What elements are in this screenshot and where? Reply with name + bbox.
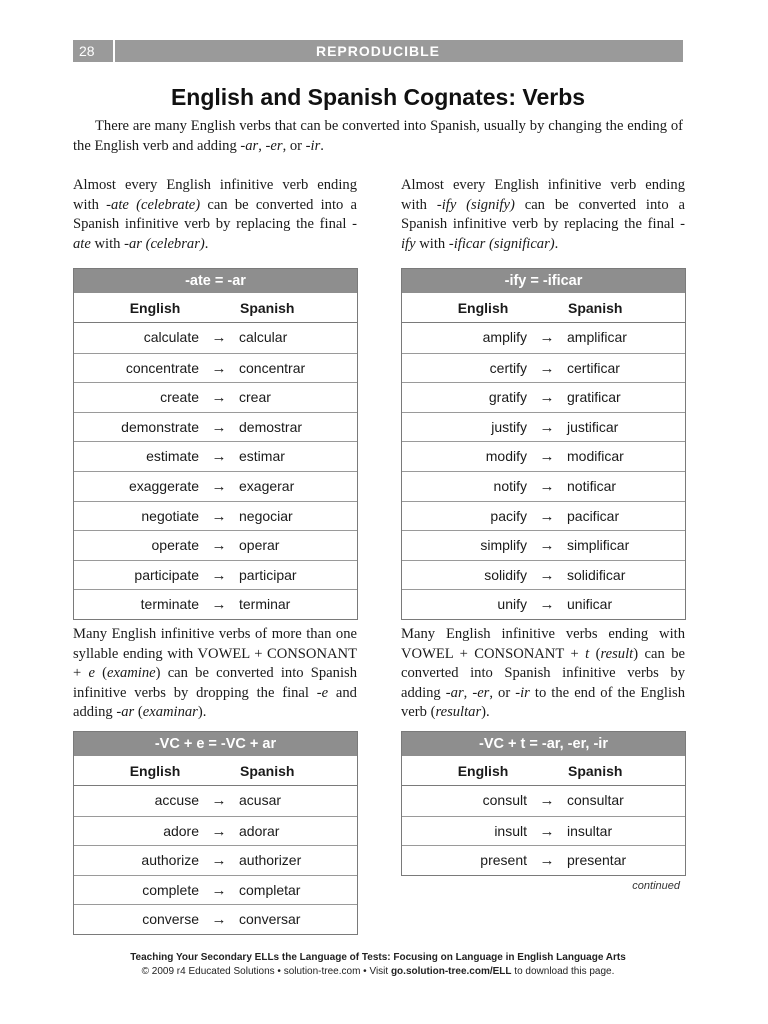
- spanish-verb: completar: [239, 881, 301, 898]
- table-body: [74, 323, 357, 619]
- column-english: English: [129, 763, 181, 779]
- table-row: [402, 441, 685, 471]
- table-row: [74, 501, 357, 531]
- table-row: [402, 589, 685, 619]
- spanish-verb: demostrar: [239, 418, 303, 435]
- ify-rule-paragraph: Almost every English infinitive verb ending with -ify (signify) can be converted into a Spanish infinitive verb by replacing the final -ify with -ificar (significar).: [401, 177, 686, 252]
- column-spanish: Spanish: [568, 300, 623, 316]
- table-body: [402, 323, 685, 619]
- spanish-verb: amplificar: [567, 329, 627, 345]
- arrow-icon: →: [539, 822, 555, 840]
- table-row: [402, 501, 685, 531]
- english-verb: adore: [163, 822, 199, 839]
- spanish-verb: authorizer: [239, 852, 302, 869]
- arrow-icon: →: [539, 537, 555, 555]
- table-row: [74, 845, 357, 875]
- arrow-icon: →: [211, 448, 227, 466]
- english-verb: calculate: [143, 329, 199, 345]
- table-row: [74, 816, 357, 846]
- arrow-icon: →: [211, 507, 227, 525]
- spanish-verb: insultar: [567, 822, 613, 839]
- table-row: [74, 353, 357, 383]
- table-row: [74, 875, 357, 905]
- spanish-verb: negociar: [239, 507, 293, 524]
- english-verb: insult: [494, 822, 527, 839]
- english-verb: accuse: [154, 792, 199, 808]
- vct-table: [401, 731, 686, 876]
- vce-table: [73, 731, 358, 935]
- english-verb: gratify: [488, 389, 527, 406]
- arrow-icon: →: [539, 852, 555, 870]
- arrow-icon: →: [539, 389, 555, 407]
- table-header: [74, 293, 357, 323]
- table-row: [402, 353, 685, 383]
- spanish-verb: certificar: [567, 359, 620, 376]
- table-row: [402, 412, 685, 442]
- spanish-verb: unificar: [567, 596, 613, 613]
- spanish-verb: concentrar: [239, 359, 306, 376]
- table-row: [74, 382, 357, 412]
- spanish-verb: acusar: [239, 792, 282, 808]
- spanish-verb: participar: [239, 566, 297, 583]
- arrow-icon: →: [211, 911, 227, 929]
- english-verb: terminate: [140, 596, 199, 613]
- english-verb: demonstrate: [121, 418, 199, 435]
- table-title: -ify = -ificar: [402, 269, 685, 293]
- table-row: [74, 904, 357, 934]
- spanish-verb: justificar: [567, 418, 619, 435]
- english-verb: negotiate: [141, 507, 199, 524]
- table-header: [74, 756, 357, 786]
- english-verb: simplify: [480, 537, 527, 554]
- table-row: [74, 786, 357, 816]
- page-title: English and Spanish Cognates: Verbs: [170, 84, 586, 110]
- english-verb: present: [480, 852, 527, 869]
- english-verb: justify: [491, 418, 527, 435]
- arrow-icon: →: [211, 418, 227, 436]
- table-row: [402, 560, 685, 590]
- column-spanish: Spanish: [240, 763, 295, 779]
- table-row: [74, 560, 357, 590]
- arrow-icon: →: [211, 596, 227, 614]
- arrow-icon: →: [211, 881, 227, 899]
- english-verb: amplify: [482, 329, 527, 345]
- arrow-icon: →: [211, 792, 227, 809]
- table-row: [74, 412, 357, 442]
- table-body: [74, 786, 357, 934]
- column-spanish: Spanish: [240, 300, 295, 316]
- arrow-icon: →: [539, 418, 555, 436]
- english-verb: pacify: [490, 507, 527, 524]
- arrow-icon: →: [211, 389, 227, 407]
- spanish-verb: modificar: [567, 448, 624, 465]
- arrow-icon: →: [539, 448, 555, 466]
- footer-copyright: © 2009 r4 Educated Solutions • solution-tree.com • Visit go.solution-tree.com/ELL to download this page.: [141, 966, 615, 977]
- english-verb: modify: [485, 448, 527, 465]
- english-verb: concentrate: [125, 359, 199, 376]
- footer-link[interactable]: go.solution-tree.com/ELL: [390, 966, 512, 977]
- table-title: -VC + e = -VC + ar: [74, 732, 357, 756]
- page-number: 28: [73, 40, 115, 62]
- english-verb: complete: [142, 881, 199, 898]
- arrow-icon: →: [211, 477, 227, 495]
- table-row: [402, 816, 685, 846]
- header-bar: [73, 40, 683, 62]
- english-verb: unify: [497, 596, 527, 613]
- english-verb: participate: [134, 566, 199, 583]
- table-row: [402, 382, 685, 412]
- table-row: [74, 530, 357, 560]
- arrow-icon: →: [539, 596, 555, 614]
- arrow-icon: →: [539, 329, 555, 346]
- column-spanish: Spanish: [568, 763, 623, 779]
- table-header: [402, 293, 685, 323]
- spanish-verb: estimar: [239, 448, 285, 465]
- table-title: -VC + t = -ar, -er, -ir: [402, 732, 685, 756]
- english-verb: consult: [482, 792, 527, 808]
- table-title: -ate = -ar: [74, 269, 357, 293]
- english-verb: notify: [493, 477, 527, 494]
- arrow-icon: →: [539, 792, 555, 809]
- table-row: [402, 323, 685, 353]
- arrow-icon: →: [539, 507, 555, 525]
- arrow-icon: →: [211, 566, 227, 584]
- spanish-verb: solidificar: [567, 566, 626, 583]
- table-row: [402, 845, 685, 875]
- arrow-icon: →: [211, 359, 227, 377]
- english-verb: create: [160, 389, 199, 406]
- spanish-verb: calcular: [239, 329, 288, 345]
- table-row: [402, 530, 685, 560]
- continued-note: continued: [632, 880, 680, 892]
- table-header: [402, 756, 685, 786]
- arrow-icon: →: [211, 329, 227, 346]
- arrow-icon: →: [539, 359, 555, 377]
- spanish-verb: crear: [239, 389, 271, 406]
- spanish-verb: adorar: [239, 822, 280, 839]
- spanish-verb: conversar: [239, 911, 301, 928]
- table-row: [74, 441, 357, 471]
- table-row: [74, 323, 357, 353]
- table-row: [402, 471, 685, 501]
- ate-table: [73, 268, 358, 620]
- english-verb: operate: [151, 537, 199, 554]
- column-english: English: [129, 300, 181, 316]
- vct-rule-paragraph: Many English infinitive verbs ending with VOWEL + CONSONANT + t (result) can be converted into Spanish infinitive verbs by adding -ar, -er, or -ir to the end of the English verb (resultar).: [401, 626, 685, 721]
- column-english: English: [457, 763, 509, 779]
- table-row: [74, 589, 357, 619]
- spanish-verb: operar: [239, 537, 280, 554]
- table-row: [74, 471, 357, 501]
- english-verb: authorize: [141, 852, 199, 869]
- english-verb: certify: [489, 359, 527, 376]
- arrow-icon: →: [211, 822, 227, 840]
- english-verb: solidify: [484, 566, 527, 583]
- spanish-verb: simplificar: [567, 537, 630, 554]
- table-body: [402, 786, 685, 875]
- reproducible-label: REPRODUCIBLE: [315, 43, 440, 59]
- spanish-verb: pacificar: [567, 507, 620, 524]
- english-verb: exaggerate: [128, 477, 199, 494]
- footer-book-title: Teaching Your Secondary ELLs the Language of Tests: Focusing on Language in English Language Arts: [130, 952, 626, 963]
- spanish-verb: notificar: [567, 477, 617, 494]
- english-verb: estimate: [146, 448, 199, 465]
- spanish-verb: gratificar: [567, 389, 621, 406]
- spanish-verb: terminar: [239, 596, 291, 613]
- table-row: [402, 786, 685, 816]
- arrow-icon: →: [211, 852, 227, 870]
- english-verb: converse: [142, 911, 199, 928]
- arrow-icon: →: [539, 477, 555, 495]
- spanish-verb: consultar: [567, 792, 624, 808]
- spanish-verb: exagerar: [239, 477, 295, 494]
- column-english: English: [457, 300, 509, 316]
- vce-rule-paragraph: Many English infinitive verbs of more than one syllable ending with VOWEL + CONSONANT + e (examine) can be converted into Spanish infinitive verbs by dropping the final -e and adding -ar (examinar).: [73, 626, 357, 721]
- arrow-icon: →: [211, 537, 227, 555]
- spanish-verb: presentar: [567, 852, 627, 869]
- ify-table: [401, 268, 686, 620]
- ate-rule-paragraph: Almost every English infinitive verb ending with -ate (celebrate) can be converted into a Spanish infinitive verb by replacing the final -ate with -ar (celebrar).: [73, 177, 357, 252]
- intro-paragraph: There are many English verbs that can be converted into Spanish, usually by changing the ending of the English verb and adding -ar, -er, or -ir.: [73, 118, 683, 154]
- arrow-icon: →: [539, 566, 555, 584]
